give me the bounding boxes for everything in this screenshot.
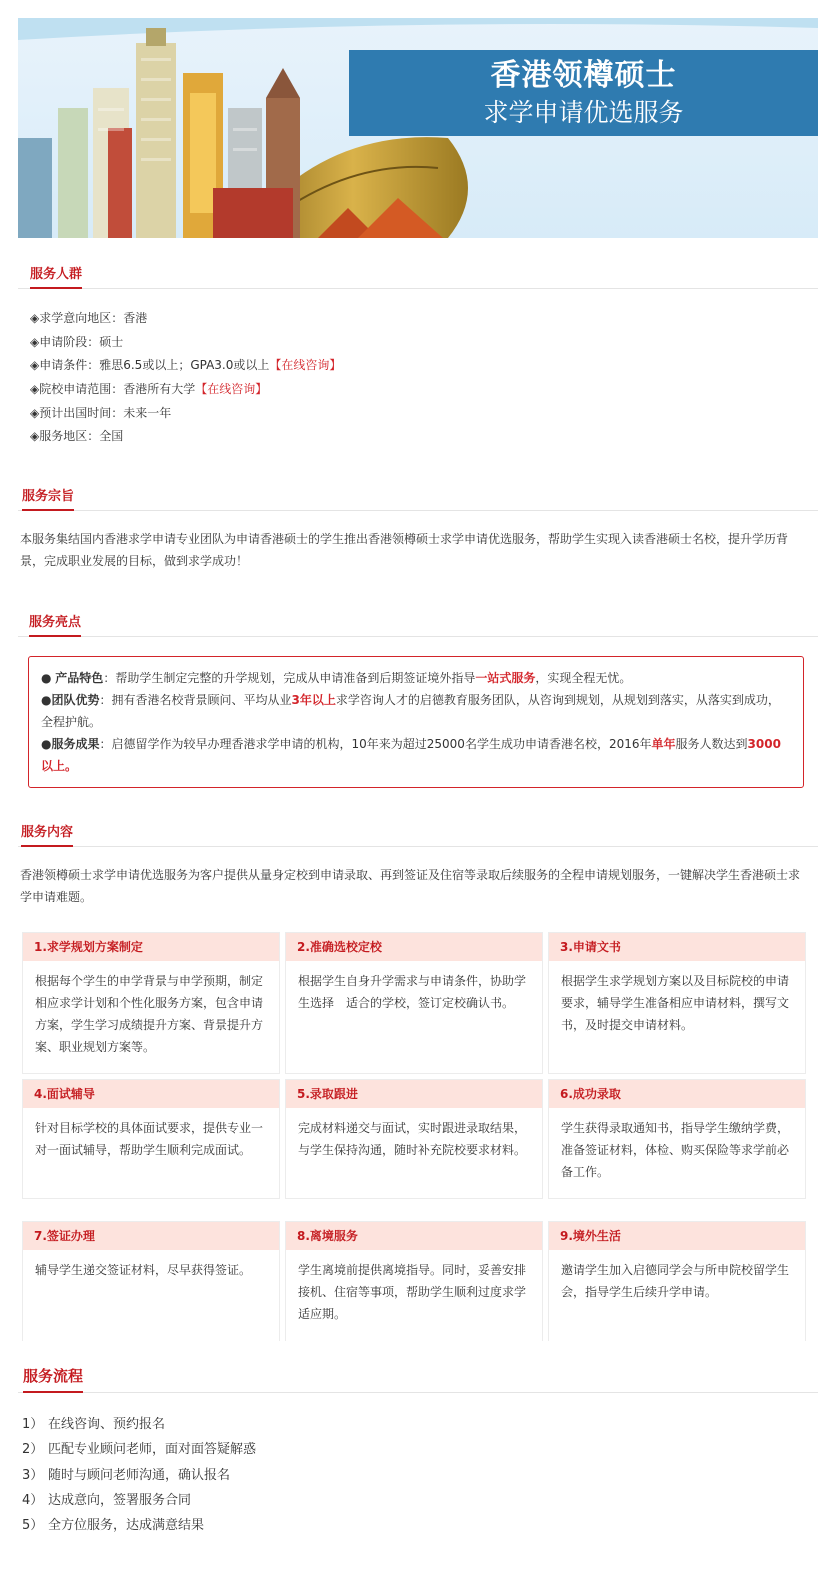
- card-text: 邀请学生加入启德同学会与所申院校留学生会，指导学生后续升学申请。: [561, 1263, 790, 1299]
- process-step: 4） 达成意向，签署服务合同: [22, 1493, 192, 1508]
- card-text: 学生获得录取通知书，指导学生缴纳学费，准备签证材料，体检、购买保险等求学前必备工作。: [561, 1121, 790, 1179]
- card-text: 针对目标学校的具体面试要求，提供专业一对一面试辅导，帮助学生顺利完成面试。: [35, 1121, 264, 1157]
- process-step: 5） 全方位服务，达成满意结果: [22, 1518, 205, 1533]
- card-title: 9.境外生活: [549, 1222, 805, 1250]
- list-item: ◈院校申请范围：香港所有大学【在线咨询】: [30, 382, 268, 396]
- card-title: 4.面试辅导: [23, 1080, 279, 1108]
- banner-title: 香港领樽硕士: [490, 58, 677, 93]
- section-heading: 服务内容: [21, 821, 73, 847]
- process-heading-bar: [18, 1362, 818, 1393]
- banner-title-box: [349, 50, 818, 136]
- section-heading: 服务人群: [30, 263, 82, 289]
- online-consult-link[interactable]: 【在线咨询】: [269, 358, 342, 372]
- content-heading-bar: [18, 816, 818, 847]
- list-item: ◈服务地区：全国: [30, 429, 124, 443]
- service-card: [22, 1221, 280, 1341]
- section-heading: 服务流程: [23, 1365, 83, 1393]
- service-card: [285, 1079, 543, 1199]
- list-item: ◈申请条件：雅思6.5或以上；GPA3.0或以上【在线咨询】: [30, 358, 342, 372]
- process-step: 1） 在线咨询、预约报名: [22, 1417, 166, 1432]
- service-card: [22, 1079, 280, 1199]
- card-title: 3.申请文书: [549, 933, 805, 961]
- service-card: [285, 932, 543, 1074]
- card-text: 学生离境前提供离境指导。同时，妥善安排接机、住宿等事项，帮助学生顺利过度求学适应期。: [298, 1263, 527, 1321]
- service-card: [548, 932, 806, 1074]
- card-text: 完成材料递交与面试，实时跟进录取结果，与学生保持沟通，随时补充院校要求材料。: [298, 1121, 527, 1157]
- purpose-text: 本服务集结国内香港求学申请专业团队为申请香港硕士的学生推出香港领樽硕士求学申请优选服务，帮助学生实现入读香港硕士名校，提升学历背景，完成职业发展的目标，做到求学成功！: [20, 532, 789, 568]
- card-title: 7.签证办理: [23, 1222, 279, 1250]
- highlight-product: ● 产品特色：帮助学生制定完整的升学规划，完成从申请准备到后期签证境外指导一站式服务，实现全程无忧。: [41, 671, 632, 685]
- card-title: 1.求学规划方案制定: [23, 933, 279, 961]
- list-item: ◈预计出国时间：未来一年: [30, 406, 172, 420]
- service-group-heading-bar: [18, 258, 818, 289]
- card-text: 根据学生自身升学需求与申请条件，协助学生选择 适合的学校，签订定校确认书。: [298, 974, 527, 1010]
- card-title: 5.录取跟进: [286, 1080, 542, 1108]
- highlights-heading-bar: [18, 606, 818, 637]
- list-item: ◈申请阶段：硕士: [30, 335, 124, 349]
- banner: [18, 18, 818, 238]
- card-text: 辅导学生递交签证材料，尽早获得签证。: [35, 1263, 252, 1277]
- card-title: 8.离境服务: [286, 1222, 542, 1250]
- content-intro: 香港领樽硕士求学申请优选服务为客户提供从量身定校到申请录取、再到签证及住宿等录取后续服务的全程申请规划服务，一键解决学生香港硕士求学申请难题。: [20, 868, 801, 904]
- card-text: 根据每个学生的申学背景与申学预期，制定相应求学计划和个性化服务方案，包含申请方案，学生学习成绩提升方案、背景提升方案、职业规划方案等。: [35, 974, 264, 1054]
- card-text: 根据学生求学规划方案以及目标院校的申请要求，辅导学生准备相应申请材料，撰写文书，及时提交申请材料。: [561, 974, 790, 1032]
- highlights-box: [28, 656, 804, 788]
- highlight-results: ●服务成果：启德留学作为较早办理香港求学申请的机构，10年来为超过25000名学生成功申请香港名校，2016年单年服务人数达到3000以上。: [41, 737, 781, 773]
- section-heading: 服务宗旨: [22, 485, 74, 511]
- highlight-team: ●团队优势：拥有香港名校背景顾问、平均从业3年以上求学咨询人才的启德教育服务团队，从咨询到规划，从规划到落实，从落实到成功，全程护航。: [41, 693, 780, 729]
- purpose-heading-bar: [18, 480, 818, 511]
- section-heading: 服务亮点: [29, 611, 81, 637]
- service-card: [548, 1079, 806, 1199]
- list-item: ◈求学意向地区：香港: [30, 311, 148, 325]
- process-step: 2） 匹配专业顾问老师，面对面答疑解惑: [22, 1442, 257, 1457]
- online-consult-link[interactable]: 【在线咨询】: [195, 382, 268, 396]
- banner-subtitle: 求学申请优选服务: [483, 98, 684, 127]
- service-card: [548, 1221, 806, 1341]
- service-card: [22, 932, 280, 1074]
- card-title: 2.准确选校定校: [286, 933, 542, 961]
- service-card: [285, 1221, 543, 1341]
- card-title: 6.成功录取: [549, 1080, 805, 1108]
- process-step: 3） 随时与顾问老师沟通，确认报名: [22, 1468, 231, 1483]
